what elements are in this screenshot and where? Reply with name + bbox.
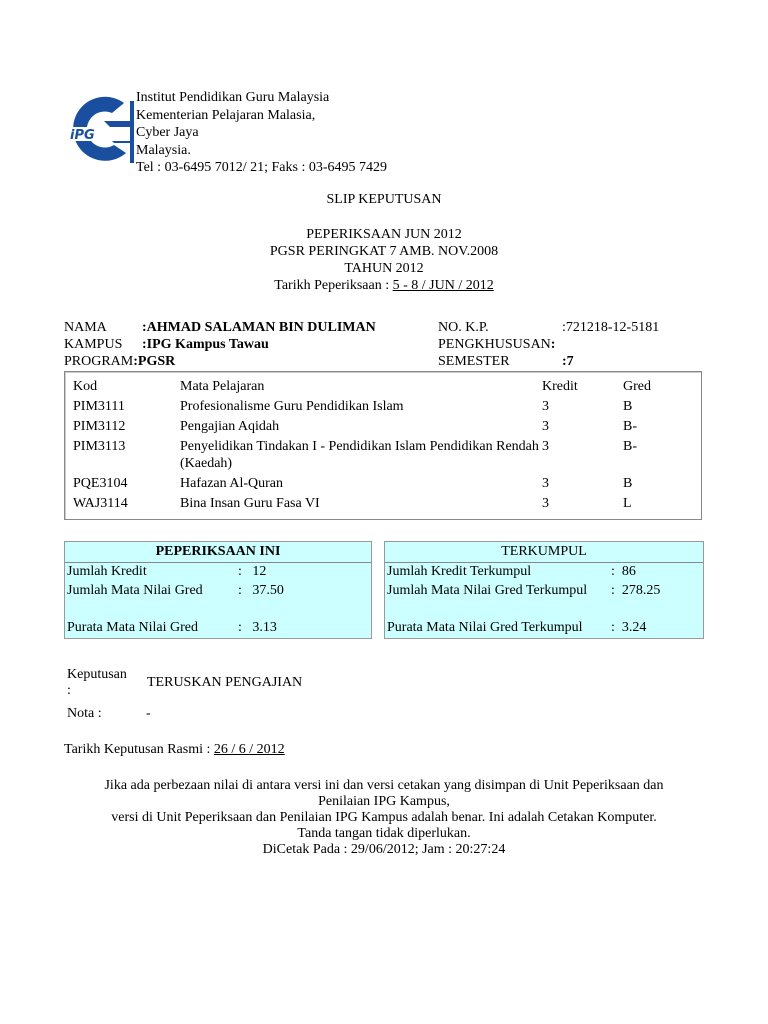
current-jumlah-kredit-value: : 12 <box>238 564 267 579</box>
exam-line-2: PGSR PERINGKAT 7 AMB. NOV.2008 <box>269 244 499 259</box>
semester-value: :7 <box>562 354 574 369</box>
exam-date-label: Tarikh Peperiksaan : <box>274 278 393 293</box>
nota-label: Nota : <box>67 706 102 721</box>
course-kredit: 3 <box>542 496 549 511</box>
cumulative-jumlah-kredit-value: : 86 <box>611 564 636 579</box>
cumulative-jumlah-mata-label: Jumlah Mata Nilai Gred Terkumpul <box>387 583 588 598</box>
keputusan-colon: : <box>67 683 71 698</box>
nota-value: - <box>146 706 151 721</box>
slip-title: SLIP KEPUTUSAN <box>326 192 442 207</box>
address-line: Kementerian Pelajaran Malasia, <box>136 107 316 123</box>
nokp-label: NO. K.P. <box>438 320 489 335</box>
address-line: Malaysia. <box>136 142 191 158</box>
exam-date <box>0 277 768 294</box>
current-jumlah-kredit <box>67 564 266 580</box>
course-mata: Bina Insan Guru Fasa VI <box>180 496 320 511</box>
footer-line-5: DiCetak Pada : 29/06/2012; Jam : 20:27:24 <box>262 842 506 857</box>
cumulative-header: TERKUMPUL <box>501 544 587 559</box>
table-header-row <box>73 378 683 398</box>
pengkhususan-value: : <box>550 337 556 352</box>
kampus-label: KAMPUS <box>64 337 123 352</box>
divider <box>65 562 371 563</box>
tarikh-keputusan <box>64 742 285 758</box>
table-row <box>73 418 683 438</box>
courses-table <box>73 378 683 515</box>
course-mata: Penyelidikan Tindakan I - Pendidikan Islam Pendidikan Rendah (Kaedah) <box>180 439 539 471</box>
kampus-value: :IPG Kampus Tawau <box>142 337 269 352</box>
student-info <box>64 319 659 370</box>
course-kod: WAJ3114 <box>73 496 128 511</box>
pengkhususan-label: PENGKHUSUSAN <box>438 337 551 352</box>
course-gred: B <box>623 476 633 491</box>
nama-value: :AHMAD SALAMAN BIN DULIMAN <box>142 320 376 335</box>
course-kod: PQE3104 <box>73 476 128 491</box>
cumulative-purata-label: Purata Mata Nilai Gred Terkumpul <box>387 620 583 635</box>
cumulative-purata-value: : 3.24 <box>611 620 647 635</box>
course-kredit: 3 <box>542 419 549 434</box>
footer-line-3: versi di Unit Peperiksaan dan Penilaian IPG Kampus adalah benar. Ini adalah Cetakan Komputer. <box>111 810 657 825</box>
current-jumlah-mata-value: : 37.50 <box>238 583 284 598</box>
program-label: PROGRAM <box>64 354 134 369</box>
course-kod: PIM3112 <box>73 419 126 434</box>
course-gred: B- <box>623 419 637 434</box>
exam-line-3: TAHUN 2012 <box>344 261 424 276</box>
footer-line-4: Tanda tangan tidak diperlukan. <box>297 826 471 841</box>
keputusan-label-block <box>67 667 127 699</box>
course-kod: PIM3111 <box>73 399 125 414</box>
course-gred: B- <box>623 439 637 454</box>
table-row <box>73 475 683 495</box>
current-jumlah-mata <box>67 583 284 599</box>
header-kod: Kod <box>73 379 98 394</box>
cumulative-panel <box>384 541 704 639</box>
table-row <box>73 495 683 515</box>
course-kredit: 3 <box>542 399 549 414</box>
logo-text: iPG <box>70 128 95 143</box>
exam-info <box>0 226 768 294</box>
nokp-value: :721218-12-5181 <box>562 320 660 335</box>
nama-label: NAMA <box>64 320 107 335</box>
program-value: :PGSR <box>133 354 176 369</box>
address-line: Institut Pendidikan Guru Malaysia <box>136 90 330 105</box>
current-exam-header: PEPERIKSAAN INI <box>155 544 281 559</box>
course-kredit: 3 <box>542 439 549 454</box>
header-mata-pelajaran: Mata Pelajaran <box>180 379 265 394</box>
cumulative-jumlah-kredit-label: Jumlah Kredit Terkumpul <box>387 564 532 579</box>
current-jumlah-kredit-label: Jumlah Kredit <box>67 564 147 579</box>
table-row <box>73 398 683 418</box>
tarikh-keputusan-label: Tarikh Keputusan Rasmi : <box>64 742 214 757</box>
footer-note <box>60 778 708 858</box>
table-row <box>73 438 683 475</box>
course-gred: L <box>623 496 632 511</box>
cumulative-jumlah-kredit <box>387 564 636 580</box>
keputusan-label: Keputusan <box>67 667 127 682</box>
course-gred: B <box>623 399 633 414</box>
address-line: Tel : 03-6495 7012/ 21; Faks : 03-6495 7429 <box>136 160 388 175</box>
current-purata <box>67 620 277 636</box>
institution-address <box>136 89 387 177</box>
header-gred: Gred <box>623 379 651 394</box>
semester-label: SEMESTER <box>438 354 510 369</box>
cumulative-purata <box>387 620 646 636</box>
course-mata: Pengajian Aqidah <box>180 419 280 434</box>
course-kredit: 3 <box>542 476 549 491</box>
tarikh-keputusan-value: 26 / 6 / 2012 <box>213 742 285 757</box>
cumulative-jumlah-mata <box>387 583 660 599</box>
header-kredit: Kredit <box>542 379 578 394</box>
exam-line-1: PEPERIKSAAN JUN 2012 <box>306 227 462 242</box>
current-purata-value: : 3.13 <box>238 620 277 635</box>
summary-section <box>64 541 704 639</box>
divider <box>385 562 703 563</box>
exam-date-value: 5 - 8 / JUN / 2012 <box>392 278 494 293</box>
courses-box <box>64 371 702 520</box>
footer-line-1: Jika ada perbezaan nilai di antara versi ini dan versi cetakan yang disimpan di Unit Peperiksaan dan <box>104 778 664 793</box>
course-mata: Hafazan Al-Quran <box>180 476 284 491</box>
cumulative-jumlah-mata-value: : 278.25 <box>611 583 661 598</box>
footer-line-2: Penilaian IPG Kampus, <box>318 794 450 809</box>
ipg-logo <box>64 93 134 169</box>
current-purata-label: Purata Mata Nilai Gred <box>67 620 199 635</box>
current-jumlah-mata-label: Jumlah Mata Nilai Gred <box>67 583 203 598</box>
current-exam-panel <box>64 541 372 639</box>
course-kod: PIM3113 <box>73 439 126 454</box>
course-mata: Profesionalisme Guru Pendidikan Islam <box>180 399 404 414</box>
address-line: Cyber Jaya <box>136 125 199 140</box>
keputusan-value: TERUSKAN PENGAJIAN <box>147 675 303 690</box>
